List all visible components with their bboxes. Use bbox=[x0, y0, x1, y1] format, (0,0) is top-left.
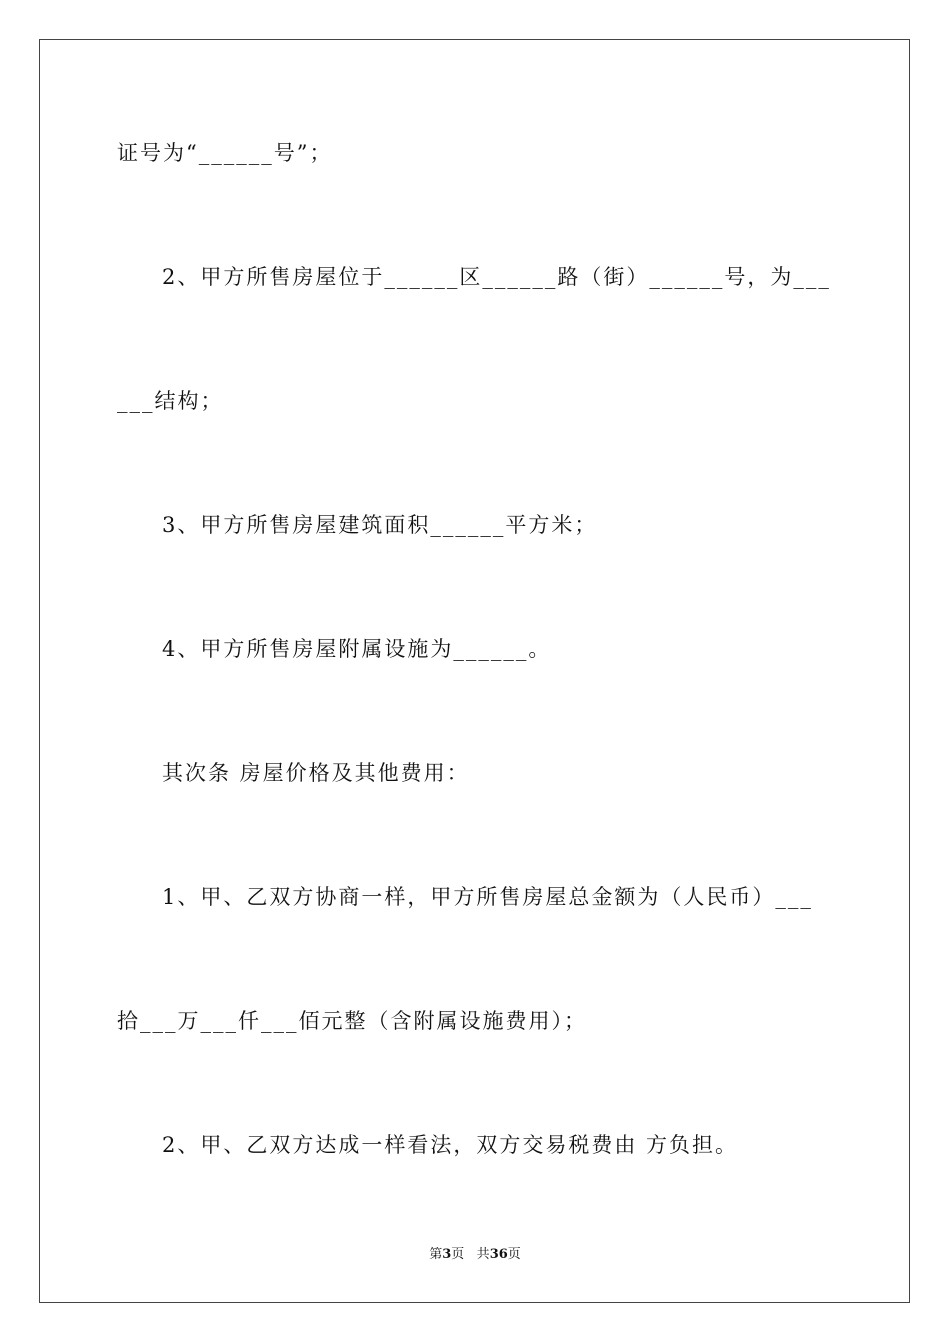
text-line-facilities: 4、甲方所售房屋附属设施为______。 bbox=[162, 637, 552, 661]
footer-total-prefix: 共 bbox=[476, 1247, 490, 1262]
section-heading-price: 其次条 房屋价格及其他费用： bbox=[162, 761, 470, 785]
footer-total-suffix: 页 bbox=[507, 1247, 521, 1262]
footer-page-prefix: 第 bbox=[429, 1247, 443, 1262]
text-line-certificate: 证号为“______号”； bbox=[117, 141, 333, 165]
text-line-structure: ___结构； bbox=[117, 389, 224, 413]
footer-page-suffix: 页 bbox=[451, 1247, 465, 1262]
page-frame bbox=[39, 39, 910, 1303]
text-line-taxes: 2、甲、乙双方达成一样看法，双方交易税费由 方负担。 bbox=[162, 1133, 739, 1157]
footer-page-number: 3 bbox=[442, 1247, 452, 1262]
footer-total-pages: 36 bbox=[489, 1247, 508, 1262]
text-line-total-amount: 1、甲、乙双方协商一样，甲方所售房屋总金额为（人民币）___ bbox=[162, 885, 813, 909]
text-line-amount-units: 拾___万___仟___佰元整（含附属设施费用）； bbox=[117, 1009, 587, 1033]
page-footer bbox=[0, 1246, 950, 1264]
text-line-location: 2、甲方所售房屋位于______区______路（街）______号，为___ bbox=[162, 265, 831, 289]
text-line-area: 3、甲方所售房屋建筑面积______平方米； bbox=[162, 513, 598, 537]
